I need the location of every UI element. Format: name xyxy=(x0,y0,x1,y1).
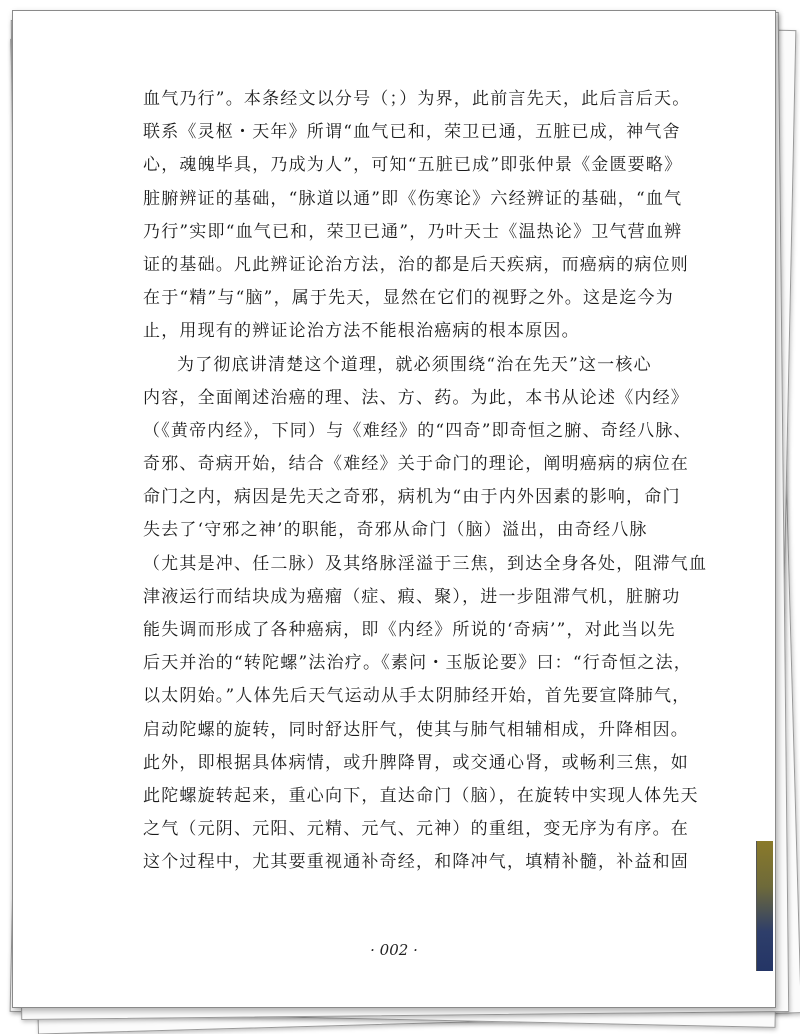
page-number: · 002 · xyxy=(370,941,418,959)
text-line: 之气（元阴、元阳、元精、元气、元神）的重组，变无序为有序。在 xyxy=(143,819,689,840)
text-line: 内容，全面阐述治癌的理、法、方、药。为此，本书从论述《内经》 xyxy=(143,387,689,408)
text-line: 以太阴始。”人体先后天气运动从手太阴肺经开始，首先要宣降肺气， xyxy=(143,686,691,707)
paragraph-start-line: 为了彻底讲清楚这个道理，就必须围绕“治在先天”这一核心 xyxy=(177,354,652,375)
text-line: 这个过程中，尤其要重视通补奇经，和降冲气，填精补髓，补益和固 xyxy=(143,852,689,873)
text-line: 能失调而形成了各种癌病，即《内经》所说的‘奇病’”，对此当以先 xyxy=(143,620,676,640)
text-line: 止，用现有的辨证论治方法不能根治癌病的根本原因。 xyxy=(143,321,580,342)
text-line: 命门之内，病因是先天之奇邪，病机为“由于内外因素的影响，命门 xyxy=(143,487,681,508)
text-line: 联系《灵枢・天年》所谓“血气已和，荣卫已通，五脏已成，神气舍 xyxy=(143,122,681,143)
text-line: 心，魂魄毕具，乃成为人”，可知“五脏已成”即张仲景《金匮要略》 xyxy=(143,155,683,176)
book-page xyxy=(12,10,776,1008)
text-line: 此陀螺旋转起来，重心向下，直达命门（脑），在旋转中实现人体先天 xyxy=(143,785,699,806)
text-line: 乃行”实即“血气已和，荣卫已通”，乃叶天士《温热论》卫气营血辨 xyxy=(143,221,683,242)
text-line: 启动陀螺的旋转，同时舒达肝气，使其与肺气相辅相成，升降相因。 xyxy=(143,719,689,740)
text-line: 后天并治的“转陀螺”法治疗。《素问・玉版论要》曰：“行奇恒之法， xyxy=(143,653,692,674)
text-line: 脏腑辨证的基础，“脉道以通”即《伤寒论》六经辨证的基础，“血气 xyxy=(143,188,683,209)
text-line: 证的基础。凡此辨证论治方法，治的都是后天疾病，而癌病的病位则 xyxy=(143,254,689,275)
body-text xyxy=(143,83,708,880)
text-line: 在于“精”与“脑”，属于先天，显然在它们的视野之外。这是迄今为 xyxy=(143,288,674,309)
text-line: （尤其是冲、任二脉）及其络脉淫溢于三焦，到达全身各处，阻滞气血 xyxy=(143,553,708,574)
text-line: （《黄帝内经》，下同）与《难经》的“四奇”即奇恒之腑、奇经八脉、 xyxy=(143,420,692,441)
text-line: 奇邪、奇病开始，结合《难经》关于命门的理论，阐明癌病的病位在 xyxy=(143,454,689,475)
text-line: 津液运行而结块成为癌瘤（症、瘕、聚），进一步阻滞气机，脏腑功 xyxy=(143,586,681,607)
text-line: 血气乃行”。本条经文以分号（；）为界，此前言先天，此后言后天。 xyxy=(143,89,691,109)
text-line: 此外，即根据具体病情，或升脾降胃，或交通心肾，或畅利三焦，如 xyxy=(143,752,689,773)
text-line: 失去了‘守邪之神’的职能，奇邪从命门（脑）溢出，由奇经八脉 xyxy=(143,520,648,541)
